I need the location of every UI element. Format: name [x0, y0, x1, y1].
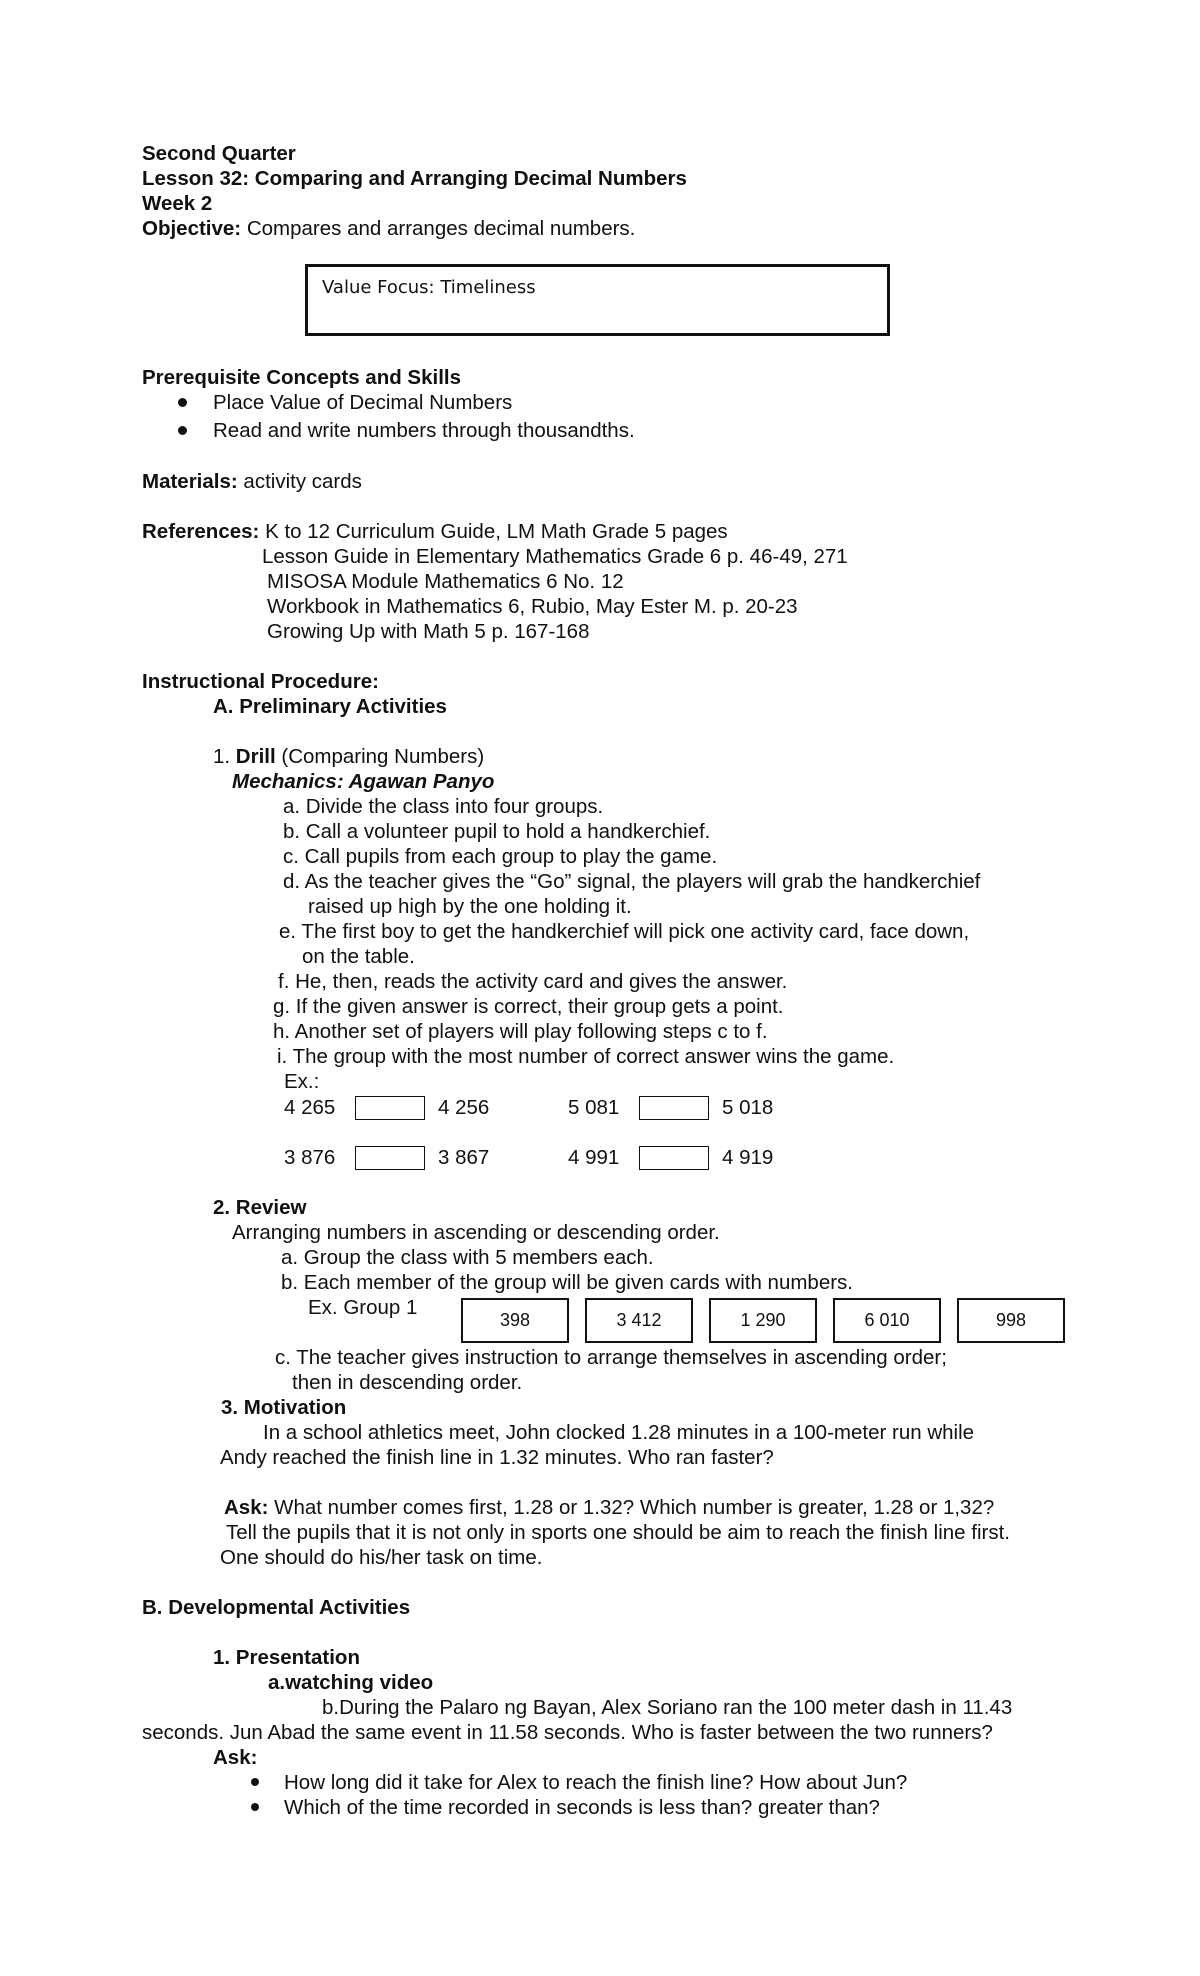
developmental-heading: B. Developmental Activities [142, 1596, 411, 1619]
drill-step: d. As the teacher gives the “Go” signal, the players will grab the handkerchief [283, 870, 981, 893]
presentation-heading: 1. Presentation [213, 1646, 360, 1669]
example-number: 5 081 [568, 1096, 620, 1119]
objective-text: Compares and arranges decimal numbers. [241, 217, 636, 240]
value-focus-box [305, 264, 890, 336]
example-number: 4 919 [722, 1146, 774, 1169]
bullet-icon [251, 1803, 259, 1811]
procedure-heading: Instructional Procedure: [142, 670, 379, 693]
motivation-text: One should do his/her task on time. [220, 1546, 543, 1569]
bullet-icon [251, 1778, 259, 1786]
comparison-blank [355, 1146, 425, 1170]
number-card: 6 010 [833, 1298, 941, 1343]
review-intro: Arranging numbers in ascending or descending order. [232, 1221, 720, 1244]
ask-label: Ask: [224, 1496, 269, 1519]
drill-step: a. Divide the class into four groups. [283, 795, 604, 818]
references-label: References: [142, 520, 260, 543]
number-card: 998 [957, 1298, 1065, 1343]
drill-mechanics: Mechanics: Agawan Panyo [232, 770, 495, 793]
materials-text: activity cards [237, 470, 362, 493]
quarter-heading: Second Quarter [142, 142, 296, 165]
objective [142, 217, 635, 241]
drill-step-continued: on the table. [302, 945, 415, 968]
reference-item: Workbook in Mathematics 6, Rubio, May Ester M. p. 20-23 [267, 595, 798, 618]
comparison-blank [355, 1096, 425, 1120]
motivation-text: Tell the pupils that it is not only in sports one should be aim to reach the finish line first. [226, 1521, 1010, 1544]
reference-item: MISOSA Module Mathematics 6 No. 12 [267, 570, 624, 593]
ask-text: What number comes first, 1.28 or 1.32? Which number is greater, 1.28 or 1,32? [268, 1496, 995, 1519]
drill-step: e. The first boy to get the handkerchief will pick one activity card, face down, [279, 920, 970, 943]
reference-item: Growing Up with Math 5 p. 167-168 [267, 620, 590, 643]
review-step-continued: then in descending order. [292, 1371, 523, 1394]
drill-step: c. Call pupils from each group to play the game. [283, 845, 718, 868]
ask-question: How long did it take for Alex to reach the finish line? How about Jun? [284, 1771, 908, 1794]
example-number: 3 867 [438, 1146, 490, 1169]
lesson-title: Lesson 32: Comparing and Arranging Decimal Numbers [142, 167, 687, 190]
ask-question: Which of the time recorded in seconds is less than? greater than? [284, 1796, 880, 1819]
drill-step: i. The group with the most number of correct answer wins the game. [277, 1045, 895, 1068]
number-card: 398 [461, 1298, 569, 1343]
motivation-ask [224, 1496, 994, 1520]
prerequisites-heading: Prerequisite Concepts and Skills [142, 366, 461, 389]
week-label: Week 2 [142, 192, 213, 215]
example-number: 4 991 [568, 1146, 620, 1169]
drill-step: f. He, then, reads the activity card and gives the answer. [278, 970, 788, 993]
example-number: 3 876 [284, 1146, 336, 1169]
drill-step: b. Call a volunteer pupil to hold a handkerchief. [283, 820, 711, 843]
motivation-heading: 3. Motivation [221, 1396, 347, 1419]
example-number: 5 018 [722, 1096, 774, 1119]
references [142, 520, 728, 544]
drill-step: g. If the given answer is correct, their group gets a point. [273, 995, 784, 1018]
drill-title: Drill [235, 745, 276, 768]
preliminary-heading: A. Preliminary Activities [213, 695, 447, 718]
drill-step: h. Another set of players will play following steps c to f. [273, 1020, 768, 1043]
motivation-text: Andy reached the finish line in 1.32 minutes. Who ran faster? [220, 1446, 774, 1469]
drill-subtitle: (Comparing Numbers) [275, 745, 485, 768]
bullet-icon [178, 398, 187, 407]
drill-number: 1. [213, 745, 236, 768]
presentation-step-b: b.During the Palaro ng Bayan, Alex Soriano ran the 100 meter dash in 11.43 [322, 1696, 1013, 1719]
example-number: 4 256 [438, 1096, 490, 1119]
review-heading: 2. Review [213, 1196, 307, 1219]
review-step: b. Each member of the group will be given cards with numbers. [281, 1271, 853, 1294]
value-focus-text: Value Focus: Timeliness [322, 277, 536, 298]
presentation-step-a: a.watching video [268, 1671, 434, 1694]
example-number: 4 265 [284, 1096, 336, 1119]
prerequisite-item: Read and write numbers through thousandths. [213, 419, 635, 442]
drill-step-continued: raised up high by the one holding it. [308, 895, 632, 918]
presentation-step-b-continued: seconds. Jun Abad the same event in 11.58 seconds. Who is faster between the two runners? [142, 1721, 993, 1744]
example-label: Ex.: [284, 1070, 320, 1093]
review-example-label: Ex. Group 1 [308, 1296, 418, 1319]
drill-heading [213, 745, 484, 769]
ask-label: Ask: [213, 1746, 258, 1769]
objective-label: Objective: [142, 217, 242, 240]
reference-item: Lesson Guide in Elementary Mathematics Grade 6 p. 46-49, 271 [262, 545, 848, 568]
review-step: c. The teacher gives instruction to arrange themselves in ascending order; [275, 1346, 947, 1369]
motivation-text: In a school athletics meet, John clocked 1.28 minutes in a 100-meter run while [263, 1421, 975, 1444]
review-step: a. Group the class with 5 members each. [281, 1246, 654, 1269]
reference-item: K to 12 Curriculum Guide, LM Math Grade 5 pages [259, 520, 728, 543]
bullet-icon [178, 426, 187, 435]
comparison-blank [639, 1146, 709, 1170]
number-card: 3 412 [585, 1298, 693, 1343]
materials [142, 470, 362, 494]
prerequisite-item: Place Value of Decimal Numbers [213, 391, 513, 414]
comparison-blank [639, 1096, 709, 1120]
materials-label: Materials: [142, 470, 238, 493]
number-card: 1 290 [709, 1298, 817, 1343]
